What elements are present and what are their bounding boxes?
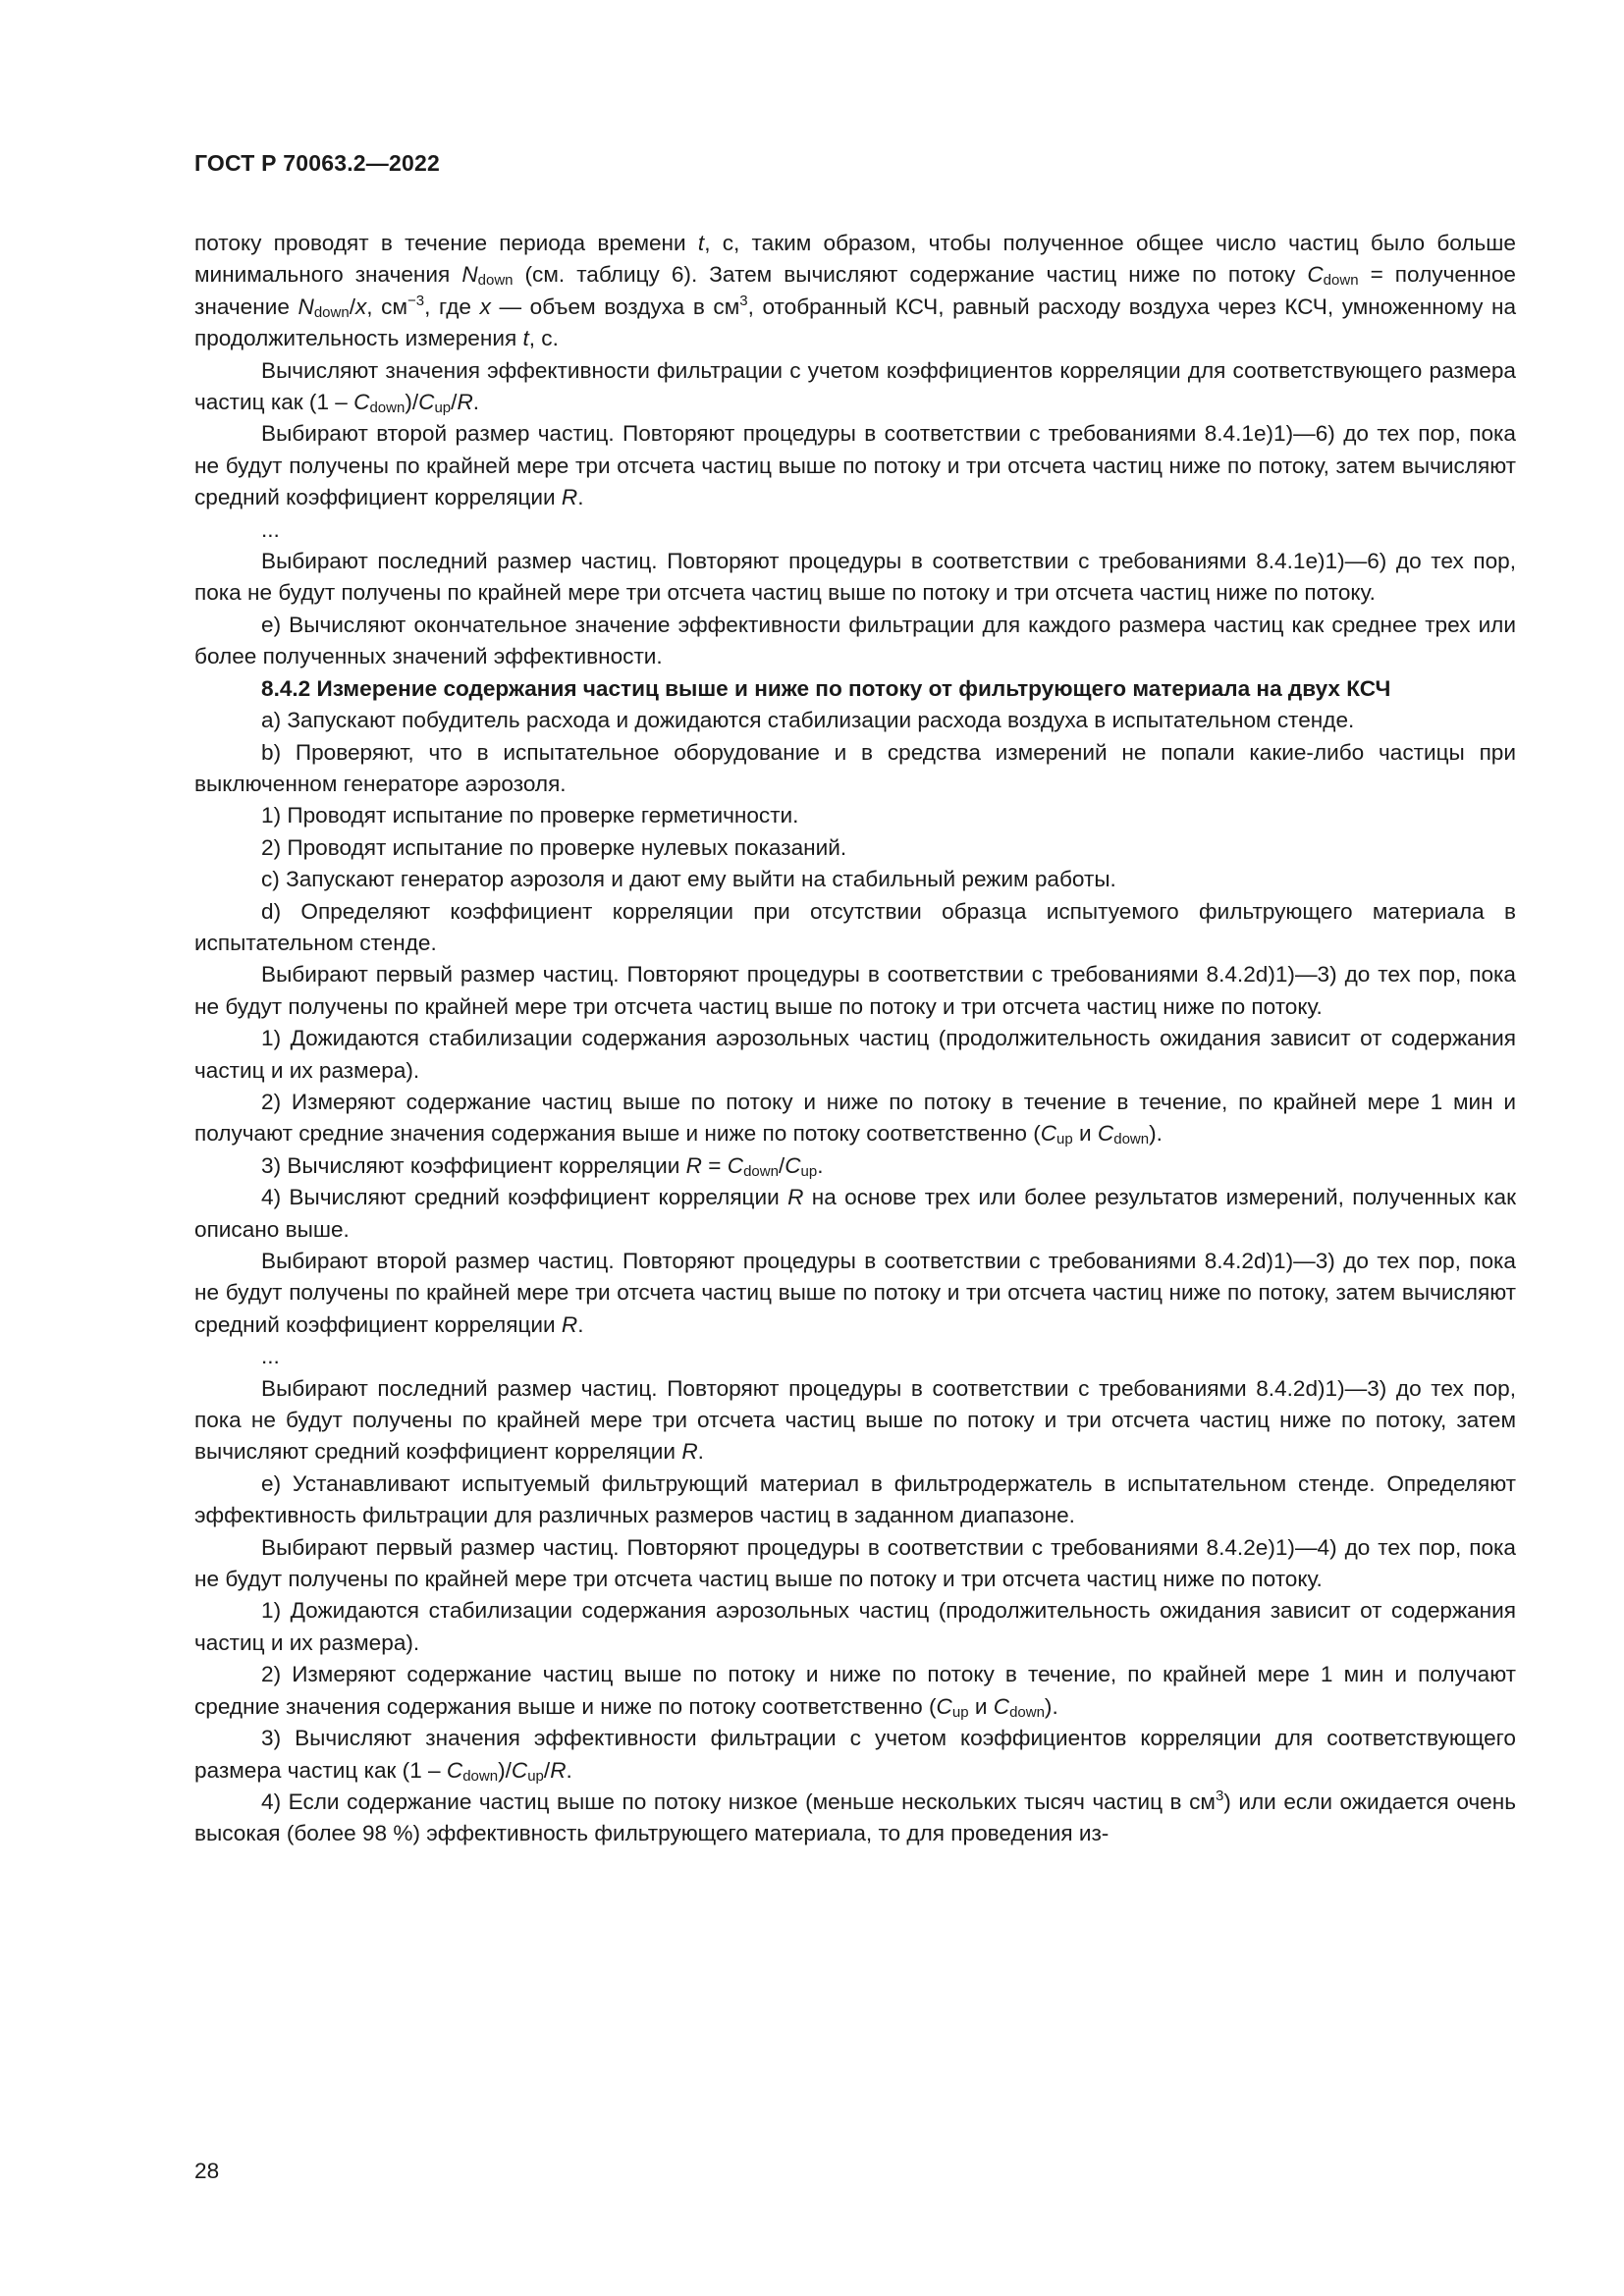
paragraph: 4) Вычисляют средний коэффициент корреляции R на основе трех или более результатов измерений, полученных как описано выше. — [194, 1185, 1516, 1242]
paragraph: ... — [261, 516, 280, 542]
paragraph: 2) Проводят испытание по проверке нулевых показаний. — [261, 834, 847, 860]
paragraph: e) Устанавливают испытуемый фильтрующий материал в фильтродержатель в испытательном стенде. Определяют эффективность фильтрации для различных размеров частиц в заданном диапазоне. — [194, 1470, 1516, 1528]
paragraph: 1) Проводят испытание по проверке герметичности. — [261, 803, 799, 828]
paragraph: e) Вычисляют окончательное значение эффективности фильтрации для каждого размера частиц как среднее трех или более полученных значений эффективности. — [194, 612, 1516, 669]
paragraph: Выбирают второй размер частиц. Повторяют процедуры в соответствии с требованиями 8.4.1e)1)—6) до тех пор, пока не будут получены по крайней мере три отсчета частиц выше по потоку и три отсчета частиц ниже по потоку, затем вычисляют средний коэффициент корреляции R. — [194, 421, 1516, 510]
paragraph: Выбирают первый размер частиц. Повторяют процедуры в соответствии с требованиями 8.4.2e)1)—4) до тех пор, пока не будут получены по крайней мере три отсчета частиц выше по потоку и три отсчета частиц ниже по потоку. — [194, 1534, 1516, 1592]
paragraph: 1) Дожидаются стабилизации содержания аэрозольных частиц (продолжительность ожидания зависит от содержания частиц и их размера). — [194, 1026, 1516, 1083]
paragraph: 3) Вычисляют значения эффективности фильтрации с учетом коэффициентов корреляции для соответствующего размера частиц как $(1 - C_{down})/C_{up}/R$. — [194, 1726, 1516, 1785]
paragraph: потоку проводят в течение периода времени t, с, таким образом, чтобы полученное общее число частиц было больше минимального значения $N_{down}$ (см. таблицу 6). Затем вычисляют содержание частиц ниже по потоку $C_{down}$ = полученное значение $N_{down}/x$, $см^{-3}$, где x — объем воздуха в $см^3$, отобранный КСЧ, равный расходу воздуха через КСЧ, умноженному на продолжительность измерения t, с. — [194, 231, 1517, 351]
paragraph: Выбирают первый размер частиц. Повторяют процедуры в соответствии с требованиями 8.4.2d)1)—3) до тех пор, пока не будут получены по крайней мере три отсчета частиц выше по потоку и три отсчета частиц ниже по потоку. — [194, 962, 1516, 1019]
paragraph: Вычисляют значения эффективности фильтрации с учетом коэффициентов корреляции для соответствующего размера частиц как $(1 - C_{down})/C_{up}/R$. — [194, 357, 1516, 417]
paragraph: 2) Измеряют содержание частиц выше по потоку и ниже по потоку в течение, по крайней мере 1 мин и получают средние значения содержания выше и ниже по потоку соответственно ($C_{up}$ и $C_{down}$). — [194, 1662, 1516, 1721]
paragraph: c) Запускают генератор аэрозоля и дают ему выйти на стабильный режим работы. — [261, 867, 1116, 892]
paragraph: Выбирают последний размер частиц. Повторяют процедуры в соответствии с требованиями 8.4.2d)1)—3) до тех пор, пока не будут получены по крайней мере три отсчета частиц выше по потоку и три отсчета частиц ниже по потоку, затем вычисляют средний коэффициент корреляции R. — [194, 1375, 1516, 1465]
paragraph: b) Проверяют, что в испытательное оборудование и в средства измерений не попали какие-либо частицы при выключенном генераторе аэрозоля. — [194, 739, 1516, 796]
paragraph: 3) Вычисляют коэффициент корреляции $R = C_{down}/C_{up}$. — [261, 1152, 824, 1180]
paragraph: d) Определяют коэффициент корреляции при отсутствии образца испытуемого фильтрующего материала в испытательном стенде. — [194, 898, 1516, 955]
paragraph: Выбирают последний размер частиц. Повторяют процедуры в соответствии с требованиями 8.4.1e)1)—6) до тех пор, пока не будут получены по крайней мере три отсчета частиц выше по потоку и три отсчета частиц ниже по потоку. — [194, 549, 1516, 606]
paragraph: ... — [261, 1344, 280, 1369]
body-text — [194, 228, 1516, 1850]
page-number: 28 — [194, 2159, 220, 2183]
paragraph: a) Запускают побудитель расхода и дожидаются стабилизации расхода воздуха в испытательном стенде. — [261, 708, 1355, 733]
paragraph: Выбирают второй размер частиц. Повторяют процедуры в соответствии с требованиями 8.4.2d)1)—3) до тех пор, пока не будут получены по крайней мере три отсчета частиц выше по потоку и три отсчета частиц ниже по потоку, затем вычисляют средний коэффициент корреляции R. — [194, 1249, 1516, 1337]
paragraph: 2) Измеряют содержание частиц выше по потоку и ниже по потоку в течение в течение, по крайней мере 1 мин и получают средние значения содержания выше и ниже по потоку соответственно ($C_{up}$ и $C_{down}$). — [194, 1089, 1516, 1148]
section-heading: 8.4.2 Измерение содержания частиц выше и ниже по потоку от фильтрующего материала на двух КСЧ — [261, 675, 1391, 701]
page-header: ГОСТ Р 70063.2—2022 — [194, 150, 440, 176]
paragraph: 4) Если содержание частиц выше по потоку низкое (меньше нескольких тысяч частиц в $см^3$) или если ожидается очень высокая (более 98 %) эффективность фильтрующего материала, то для проведения из- — [194, 1787, 1516, 1846]
paragraph: 1) Дожидаются стабилизации содержания аэрозольных частиц (продолжительность ожидания зависит от содержания частиц и их размера). — [194, 1598, 1516, 1655]
